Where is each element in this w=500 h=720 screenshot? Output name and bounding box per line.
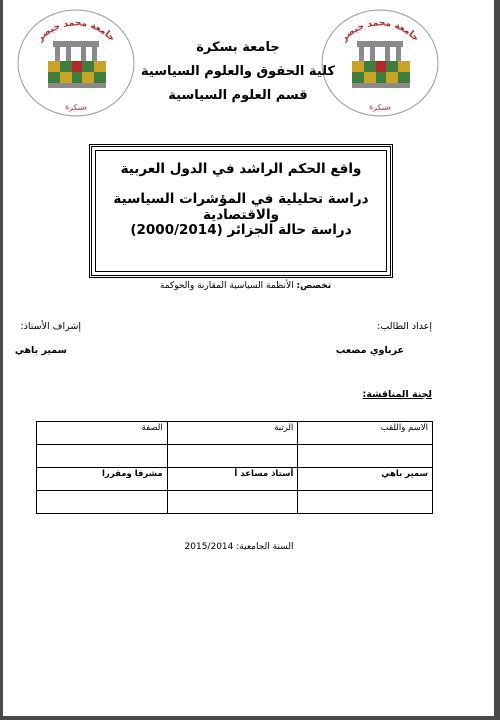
table-cell — [167, 491, 298, 514]
table-cell — [37, 491, 168, 514]
student-label: إعداد الطالب: — [377, 321, 432, 332]
academic-year-label: السنة الجامعية: — [236, 542, 294, 552]
committee-table — [36, 421, 433, 514]
faculty-name: كلية الحقوق والعلوم السياسية — [141, 64, 335, 79]
academic-year — [179, 542, 299, 552]
table-cell — [298, 445, 433, 468]
specialization-value: الأنظمة السياسية المقارنة والحوكمة — [159, 281, 294, 291]
table-cell — [37, 445, 168, 468]
table-cell — [298, 491, 433, 514]
header-cell-name: الاسم واللقب — [298, 422, 433, 445]
table-row — [37, 445, 433, 468]
institution-header — [133, 36, 343, 108]
student-name: عرباوي مصعب — [335, 345, 404, 356]
supervisor-label: إشراف الأستاذ: — [20, 321, 81, 332]
table-cell: مشرفا ومقررا — [37, 468, 168, 491]
logo-bottom-text: بسكرة — [64, 101, 88, 113]
logo-top-text: جامعة محمد خيضر — [35, 18, 117, 44]
table-cell: أستاذ مساعد أ — [167, 468, 298, 491]
thesis-title-box — [89, 144, 393, 278]
title-line-1: واقع الحكم الراشد في الدول العربية — [120, 161, 362, 177]
specialization — [143, 281, 348, 291]
academic-year-value: 2015/2014 — [184, 542, 234, 552]
header-cell-rank: الرتبة — [167, 422, 298, 445]
document-page — [3, 0, 494, 716]
table-row — [37, 491, 433, 514]
specialization-label: تخصص: — [296, 281, 332, 291]
logo-top-text: جامعة محمد خيضر — [339, 18, 421, 44]
table-header-row — [37, 422, 433, 445]
table-cell: سمير باهي — [298, 468, 433, 491]
table-row — [37, 468, 433, 491]
university-name: جامعة بسكرة — [196, 40, 280, 55]
logo-bottom-text: بسكرة — [368, 101, 392, 113]
committee-label: لجنة المناقشة: — [362, 389, 432, 400]
title-line-3: دراسة حالة الجزائر (2000/2014) — [130, 222, 352, 238]
university-logo-left — [15, 7, 137, 119]
department-name: قسم العلوم السياسية — [168, 88, 308, 103]
table-cell — [167, 445, 298, 468]
title-line-2: دراسة تحليلية في المؤشرات السياسية والاقتصادية — [113, 191, 369, 223]
header-cell-role: الصفة — [37, 422, 168, 445]
supervisor-name: سمير باهي — [14, 345, 67, 356]
